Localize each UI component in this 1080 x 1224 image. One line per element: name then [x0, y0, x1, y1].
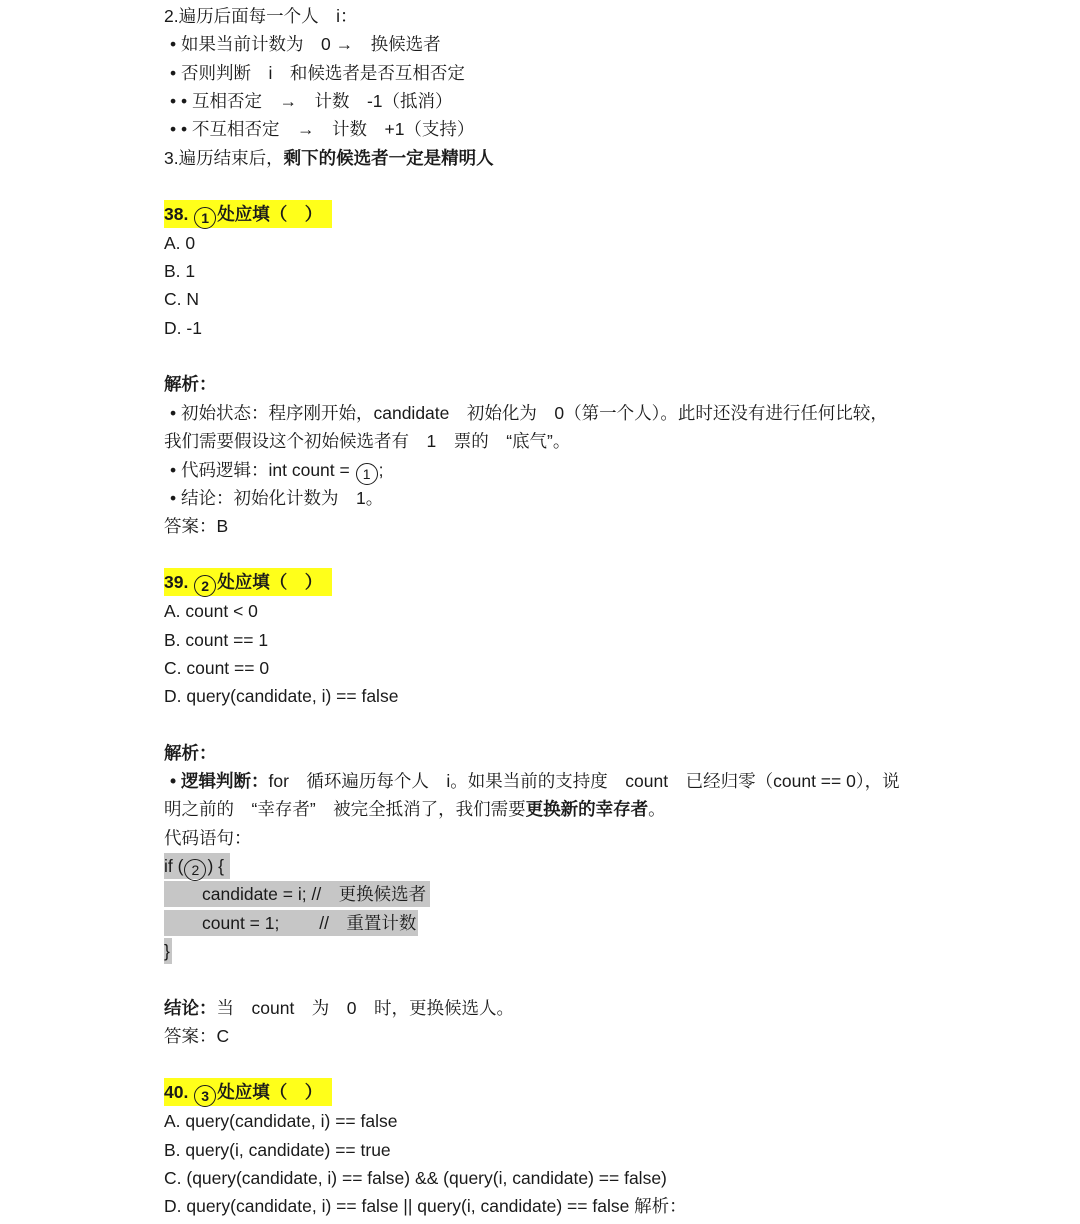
algo-bullet-1: • 如果当前计数为 0 → 换候选者 — [170, 34, 441, 54]
circled-3-marker: 3 — [194, 1085, 216, 1107]
q40-option-b: B. query(i, candidate) == true — [164, 1140, 391, 1160]
code-if-open: ) { — [207, 856, 224, 876]
circled-1-marker: 1 — [356, 463, 378, 485]
q38-code-semicolon: ; — [378, 460, 384, 480]
q38-conclusion: • 结论：初始化计数为 1。 — [170, 488, 384, 508]
question-39-number: 39. — [164, 572, 189, 592]
q39-logic-text: for 循环遍历每个人 i。如果当前的支持度 count 已经归零（count == 0），说 — [268, 771, 900, 791]
question-38-heading — [164, 200, 332, 228]
question-40-heading — [164, 1078, 332, 1106]
code-line-4: } — [164, 938, 172, 964]
question-38-number: 38. — [164, 204, 189, 224]
q39-code-label: 代码语句： — [164, 828, 252, 848]
q38-answer: 答案：B — [164, 516, 229, 536]
q39-conclusion-label: 结论： — [164, 998, 217, 1018]
q40-option-d: D. query(candidate, i) == false || query(i, candidate) == false 解析： — [164, 1196, 687, 1216]
q38-analysis-line-2: 我们需要假设这个初始候选者有 1 票的 “底气”。 — [164, 431, 571, 451]
q39-analysis-line-1 — [170, 769, 900, 793]
code-line-2: candidate = i; // 更换候选者 — [164, 881, 430, 907]
circled-1-marker: 1 — [194, 207, 216, 229]
circled-2-marker: 2 — [184, 859, 206, 881]
question-39-title: 处应填（ ） — [217, 572, 323, 592]
code-line-1 — [164, 853, 230, 879]
q39-answer: 答案：C — [164, 1026, 230, 1046]
q39-option-c: C. count == 0 — [164, 658, 270, 678]
question-38-title: 处应填（ ） — [217, 204, 323, 224]
circled-2-marker: 2 — [194, 575, 216, 597]
question-40-number: 40. — [164, 1082, 189, 1102]
q39-option-b: B. count == 1 — [164, 630, 269, 650]
q39-option-d: D. query(candidate, i) == false — [164, 686, 399, 706]
q38-analysis-line-3 — [170, 458, 383, 485]
code-line-3: count = 1; // 重置计数 — [164, 910, 418, 936]
q39-analysis-label: 解析： — [164, 743, 217, 763]
question-39-heading — [164, 568, 332, 596]
q39-logic-label: • 逻辑判断： — [170, 771, 269, 791]
q39-line-2-end: 。 — [648, 799, 666, 819]
q39-conclusion-text: 当 count 为 0 时，更换候选人。 — [216, 998, 515, 1018]
algo-bullet-2: • 否则判断 i 和候选者是否互相否定 — [170, 63, 465, 83]
q38-option-d: D. -1 — [164, 318, 202, 338]
q39-analysis-line-2 — [164, 797, 666, 821]
algo-step-2: 2.遍历后面每一个人 i： — [164, 6, 358, 26]
q40-option-c: C. (query(candidate, i) == false) && (query(i, candidate) == false) — [164, 1168, 667, 1188]
q38-option-c: C. N — [164, 289, 199, 309]
algo-step-3 — [164, 146, 494, 170]
q38-option-a: A. 0 — [164, 233, 196, 253]
q39-line-2-emphasis: 更换新的幸存者 — [525, 799, 649, 819]
q38-analysis-label: 解析： — [164, 374, 217, 394]
q39-option-a: A. count < 0 — [164, 601, 258, 621]
algo-step-3-conclusion: 剩下的候选者一定是精明人 — [283, 148, 494, 168]
q38-code-logic: • 代码逻辑：int count = — [170, 460, 355, 480]
q40-option-a: A. query(candidate, i) == false — [164, 1111, 398, 1131]
question-40-title: 处应填（ ） — [217, 1082, 323, 1102]
algo-bullet-3: • • 互相否定 → 计数 -1（抵消） — [170, 91, 453, 111]
q39-line-2-text: 明之前的 “幸存者” 被完全抵消了，我们需要 — [164, 799, 526, 819]
algo-bullet-4: • • 不互相否定 → 计数 +1（支持） — [170, 119, 475, 139]
code-if: if ( — [164, 856, 184, 876]
algo-step-3-text: 3.遍历结束后， — [164, 148, 284, 168]
q39-conclusion — [164, 996, 514, 1020]
q38-analysis-line-1: • 初始状态：程序刚开始，candidate 初始化为 0（第一个人）。此时还没有进行任何比较， — [170, 403, 888, 423]
q38-option-b: B. 1 — [164, 261, 196, 281]
